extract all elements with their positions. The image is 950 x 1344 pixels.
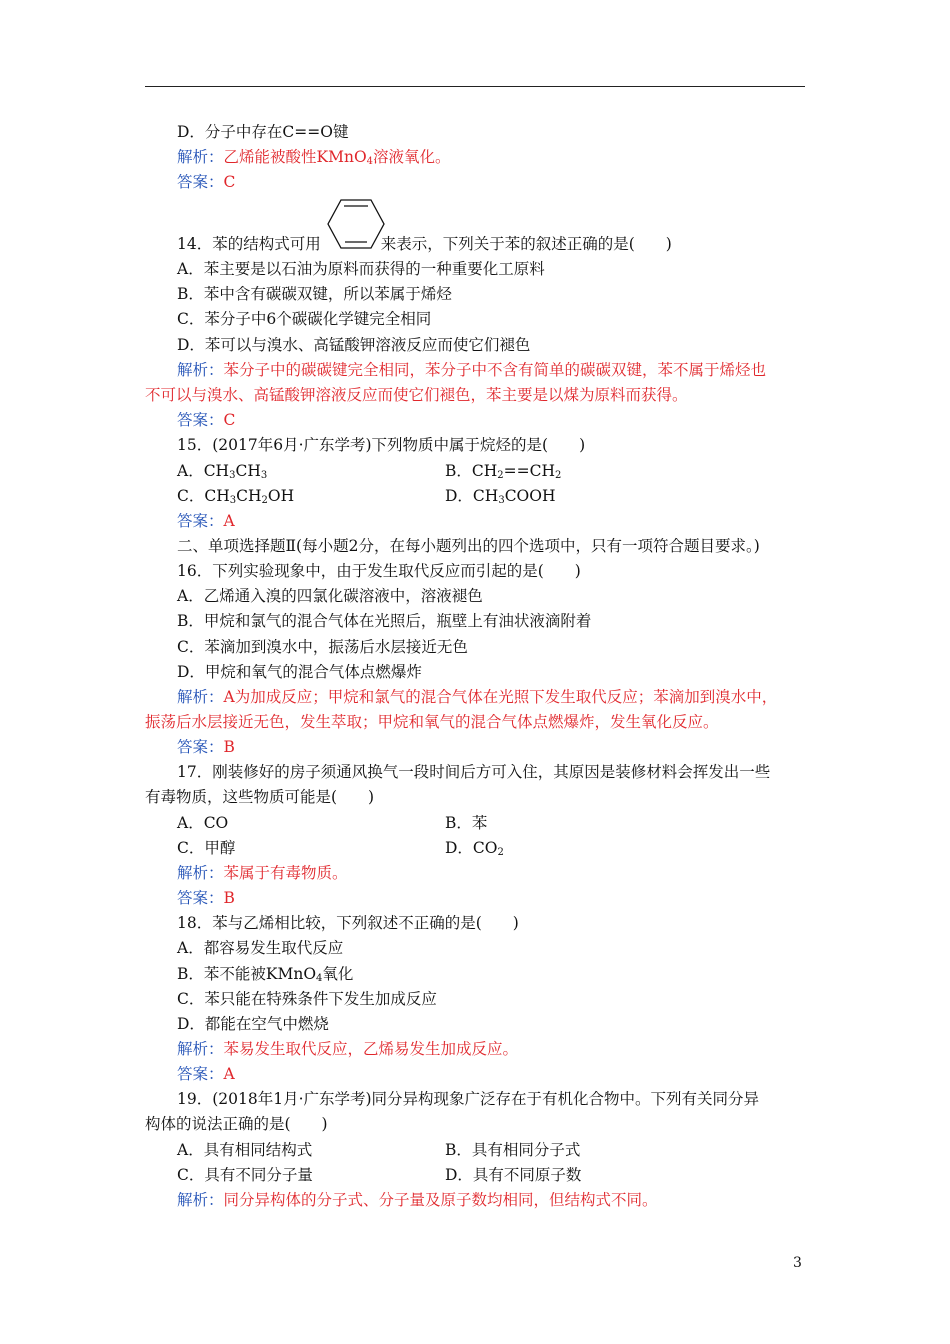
q14-option-c: C．苯分子中6个碳碳化学键完全相同	[177, 310, 432, 328]
q14-option-b: B．苯中含有碳碳双键，所以苯属于烯烃	[177, 285, 452, 303]
q19-option-b: B．具有相同分子式	[445, 1141, 581, 1159]
q16-option-d: D．甲烷和氧气的混合气体点燃爆炸	[177, 663, 422, 681]
q15-answer: 答案：A	[177, 512, 235, 530]
q17-option-a: A．CO	[177, 814, 229, 832]
q19-stem-2: 构体的说法正确的是( )	[145, 1115, 328, 1133]
q17-stem-1: 17．刚装修好的房子须通风换气一段时间后方可入住，其原因是装修材料会挥发出一些	[177, 763, 771, 781]
q13-analysis: 解析：乙烯能被酸性KMnO$_4$溶液氧化。	[177, 148, 451, 167]
q16-option-b: B．甲烷和氯气的混合气体在光照后，瓶壁上有油状液滴附着	[177, 612, 592, 630]
q17-answer: 答案：B	[177, 889, 235, 907]
q16-analysis-1: 解析：A为加成反应；甲烷和氯气的混合气体在光照下发生取代反应；苯滴加到溴水中，	[177, 688, 778, 706]
q16-analysis-2: 振荡后水层接近无色，发生萃取；甲烷和氧气的混合气体点燃爆炸，发生氧化反应。	[145, 713, 719, 731]
q15-option-a: A．$CH_3CH_3$	[177, 462, 268, 481]
header-rule	[145, 86, 805, 87]
q14-option-d: D．苯可以与溴水、高锰酸钾溶液反应而使它们褪色	[177, 336, 531, 354]
q18-analysis: 解析：苯易发生取代反应，乙烯易发生加成反应。	[177, 1040, 519, 1058]
q19-option-d: D．具有不同原子数	[445, 1166, 582, 1184]
q18-answer: 答案：A	[177, 1065, 235, 1083]
q16-answer: 答案：B	[177, 738, 235, 756]
q13-option-d: D．分子中存在C==O键	[177, 123, 349, 141]
page-number: 3	[793, 1255, 802, 1271]
benzene-structure-icon	[327, 198, 385, 250]
q15-option-b: B．$CH_2==CH_2$	[445, 462, 562, 481]
analysis-label: 解析：	[177, 148, 224, 166]
q16-option-a: A．乙烯通入溴的四氯化碳溶液中，溶液褪色	[177, 587, 483, 605]
q19-option-a: A．具有相同结构式	[177, 1141, 313, 1159]
q17-stem-2: 有毒物质，这些物质可能是( )	[145, 788, 375, 806]
q14-stem: 14．苯的结构式可用 来表示，下列关于苯的叙述正确的是( )	[177, 235, 672, 253]
q18-stem: 18．苯与乙烯相比较，下列叙述不正确的是( )	[177, 914, 519, 932]
q17-option-b: B．苯	[445, 814, 488, 832]
q19-analysis: 解析：同分异构体的分子式、分子量及原子数均相同，但结构式不同。	[177, 1191, 658, 1209]
q18-option-a: A．都容易发生取代反应	[177, 939, 344, 957]
q14-option-a: A．苯主要是以石油为原料而获得的一种重要化工原料	[177, 260, 545, 278]
q14-answer: 答案：C	[177, 411, 236, 429]
q14-analysis-1: 解析：苯分子中的碳碳键完全相同，苯分子中不含有简单的碳碳双键，苯不属于烯烃也	[177, 361, 767, 379]
q15-option-c: C．$CH_3CH_2OH$	[177, 487, 295, 506]
q15-stem: 15．(2017年6月·广东学考)下列物质中属于烷烃的是( )	[177, 436, 586, 454]
q18-option-b: B．苯不能被KMnO$_4$氧化	[177, 965, 354, 984]
q13-answer: 答案：C	[177, 173, 236, 191]
q15-option-d: D．$CH_3COOH$	[445, 487, 556, 506]
q17-analysis: 解析：苯属于有毒物质。	[177, 864, 348, 882]
q16-option-c: C．苯滴加到溴水中，振荡后水层接近无色	[177, 638, 468, 656]
q19-stem-1: 19．(2018年1月·广东学考)同分异构现象广泛存在于有机化合物中。下列有关同分异	[177, 1090, 760, 1108]
q18-option-c: C．苯只能在特殊条件下发生加成反应	[177, 990, 437, 1008]
q14-analysis-2: 不可以与溴水、高锰酸钾溶液反应而使它们褪色，苯主要是以煤为原料而获得。	[145, 386, 688, 404]
q17-option-c: C．甲醇	[177, 839, 236, 857]
q18-option-d: D．都能在空气中燃烧	[177, 1015, 329, 1033]
section-2-heading: 二、单项选择题Ⅱ(每小题2分，在每小题列出的四个选项中，只有一项符合题目要求。)	[177, 537, 760, 555]
q17-option-d: D．$CO_2$	[445, 839, 504, 858]
q19-option-c: C．具有不同分子量	[177, 1166, 313, 1184]
q16-stem: 16．下列实验现象中，由于发生取代反应而引起的是( )	[177, 562, 581, 580]
